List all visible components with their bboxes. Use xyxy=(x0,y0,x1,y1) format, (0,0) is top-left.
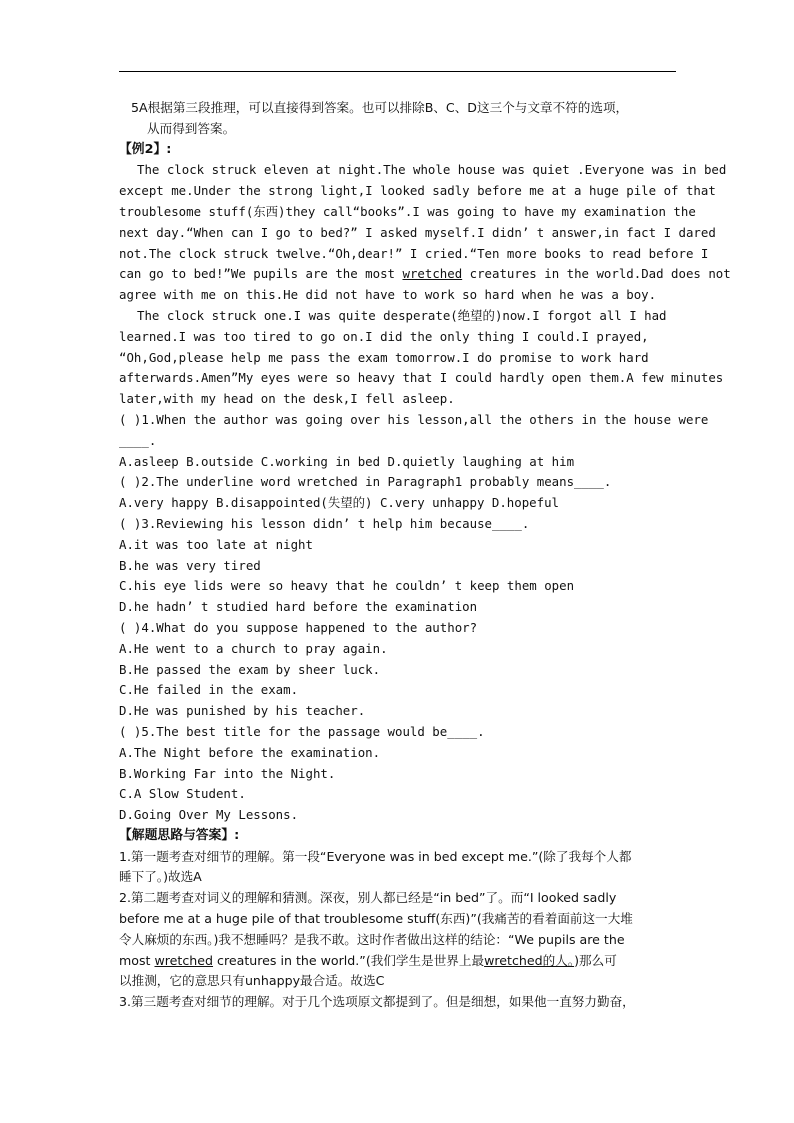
text-line: A.very happy B.disappointed(失望的) C.very unhappy D.hopeful xyxy=(119,495,560,511)
text-line: A.The Night before the examination. xyxy=(119,744,381,760)
text-line: ( )2.The underline word wretched in Paragraph1 probably means____. xyxy=(119,474,612,490)
text-line: The clock struck one.I was quite desperate(绝望的)now.I forgot all I had xyxy=(137,307,667,323)
text-line: A.He went to a church to pray again. xyxy=(119,640,388,656)
document-body xyxy=(119,98,731,1013)
text-line: 3.第三题考查对细节的理解。对于几个选项原文都提到了。但是细想，如果他一直努力勤奋， xyxy=(119,994,635,1010)
text-line: A.asleep B.outside C.working in bed D.quietly laughing at him xyxy=(119,453,575,469)
text-line: D.Going Over My Lessons. xyxy=(119,807,299,823)
text-line: B.Working Far into the Night. xyxy=(119,765,336,781)
text-line: later,with my head on the desk,I fell asleep. xyxy=(119,391,455,407)
text-line: learned.I was too tired to go on.I did the only thing I could.I prayed, xyxy=(119,328,649,344)
text-line: 【解题思路与答案】: xyxy=(119,827,240,843)
text-segment: creatures in the world.Dad does not xyxy=(462,266,731,282)
text-line: C.A Slow Student. xyxy=(119,786,246,802)
text-line: ____. xyxy=(119,432,157,448)
text-line: A.it was too late at night xyxy=(119,536,313,552)
text-line: agree with me on this.He did not have to work so hard when he was a boy. xyxy=(119,287,657,303)
text-line: D.He was punished by his teacher. xyxy=(119,703,366,719)
underlined-word: wretched的人。 xyxy=(484,952,575,968)
text-line: ( )1.When the author was going over his lesson,all the others in the house were xyxy=(119,411,709,427)
text-line xyxy=(119,264,731,285)
text-segment: creatures in the world.”(我们学生是世界上最 xyxy=(213,952,485,968)
header-rule xyxy=(119,71,676,72)
text-segment: can go to bed!”We pupils are the most xyxy=(119,266,403,282)
text-line: “Oh,God,please help me pass the exam tomorrow.I do promise to work hard xyxy=(119,349,649,365)
text-line: 【例2】: xyxy=(119,141,172,157)
text-line: C.his eye lids were so heavy that he couldn’ t keep them open xyxy=(119,578,575,594)
text-line: 2.第二题考查对词义的理解和猜测。深夜，别人都已经是“in bed”了。而“I looked sadly xyxy=(119,890,617,906)
text-line: next day.“When can I go to bed?” I asked myself.I didn’ t answer,in fact I dared xyxy=(119,224,716,240)
text-line: C.He failed in the exam. xyxy=(119,682,299,698)
text-line: before me at a huge pile of that troublesome stuff(东西)”(我痛苦的看着面前这一大堆 xyxy=(119,911,633,927)
text-line: D.he hadn’ t studied hard before the examination xyxy=(119,599,478,615)
text-line: 从而得到答案。 xyxy=(147,120,236,136)
text-line: 睡下了。)故选A xyxy=(119,869,202,885)
text-line: B.he was very tired xyxy=(119,557,261,573)
text-line: 以推测，它的意思只有unhappy最合适。故选C xyxy=(119,973,385,989)
underlined-word: wretched xyxy=(154,952,214,968)
text-line: afterwards.Amen”My eyes were so heavy that I could hardly open them.A few minutes xyxy=(119,370,724,386)
text-line: 5A根据第三段推理，可以直接得到答案。也可以排除B、C、D这三个与文章不符的选项， xyxy=(131,100,629,115)
text-line: 1.第一题考查对细节的理解。第一段“Everyone was in bed except me.”(除了我每个人都 xyxy=(119,848,632,864)
text-line: B.He passed the exam by sheer luck. xyxy=(119,661,381,677)
text-line: ( )3.Reviewing his lesson didn’ t help him because____. xyxy=(119,515,530,531)
text-line: ( )4.What do you suppose happened to the author? xyxy=(119,619,478,635)
text-segment: )那么可 xyxy=(574,952,617,968)
text-line: ( )5.The best title for the passage would be____. xyxy=(119,723,485,739)
text-line: except me.Under the strong light,I looked sadly before me at a huge pile of that xyxy=(119,183,716,199)
underlined-word: wretched xyxy=(402,266,463,282)
text-line: troublesome stuff(东西)they call“books”.I was going to have my examination the xyxy=(119,203,696,219)
text-segment: most xyxy=(119,952,155,968)
text-line: not.The clock struck twelve.“Oh,dear!” I cried.“Ten more books to read before I xyxy=(119,245,709,261)
text-line: 令人麻烦的东西。)我不想睡吗？是我不敢。这时作者做出这样的结论：“We pupils are the xyxy=(119,931,625,947)
text-line: The clock struck eleven at night.The whole house was quiet .Everyone was in bed xyxy=(137,162,727,178)
text-line xyxy=(119,951,709,972)
